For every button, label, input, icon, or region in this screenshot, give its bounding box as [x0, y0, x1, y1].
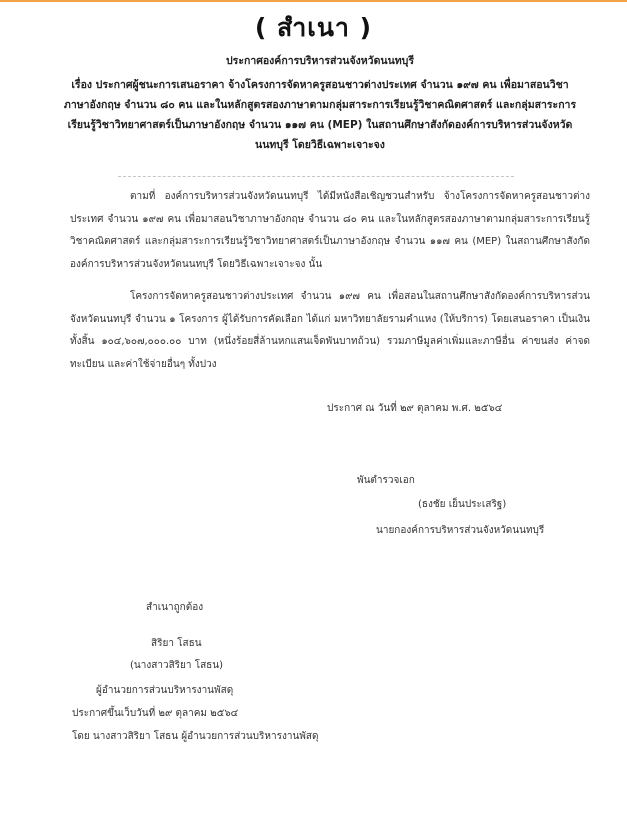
signer-position: นายกองค์การบริหารส่วนจังหวัดนนทบุรี [376, 525, 545, 536]
announcement-subject: เรื่อง ประกาศผู้ชนะการเสนอราคา จ้างโครงการจัดหาครูสอนชาวต่างประเทศ จำนวน ๑๙๗ คน เพื่อมาสอนวิชาภาษาอังกฤษ จำนวน ๘๐ คน และในหลักสูตรสองภาษาตามกลุ่มสาระการเรียนรู้วิชาคณิตศาสตร์ และกลุ่มสาระการเรียนรู้วิชาวิทยาศาสตร์เป็นภาษาอังกฤษ จำนวน ๑๑๗ คน (MEP) ในสถานศึกษาสังกัดองค์การบริหารส่วนจังหวัดนนทบุรี โดยวิธีเฉพาะเจาะจง [63, 79, 577, 151]
certified-copy-label: สำเนาถูกต้อง [146, 602, 204, 613]
web-posting-date: ประกาศขึ้นเว็บวันที่ ๒๙ ตุลาคม ๒๕๖๔ [72, 708, 239, 719]
announcement-heading: ประกาศองค์การบริหารส่วนจังหวัดนนทบุรี [226, 55, 414, 67]
announce-date: ประกาศ ณ วันที่ ๒๙ ตุลาคม พ.ศ. ๒๕๖๔ [327, 403, 503, 414]
certifier-position: ผู้อำนวยการส่วนบริหารงานพัสดุ [96, 685, 234, 696]
posted-by: โดย นางสาวสิริยา โสธน ผู้อำนวยการส่วนบริหารงานพัสดุ [72, 731, 319, 742]
certifier-signature: สิริยา โสธน [151, 638, 202, 649]
signer-name: (ธงชัย เย็นประเสริฐ) [418, 499, 507, 510]
signer-rank: พันตำรวจเอก [357, 475, 415, 486]
dashed-divider [118, 176, 514, 177]
copy-title: ( สำเนา ) [254, 13, 373, 42]
body-paragraph-1: ตามที่ องค์การบริหารส่วนจังหวัดนนทบุรี ได้มีหนังสือเชิญชวนสำหรับ จ้างโครงการจัดหาครูสอนชาวต่างประเทศ จำนวน ๑๙๗ คน เพื่อมาสอนวิชาภาษาอังกฤษ จำนวน ๘๐ คน และในหลักสูตรสองภาษาตามกลุ่มสาระการเรียนรู้วิชาคณิตศาสตร์ และกลุ่มสาระการเรียนรู้วิชาวิทยาศาสตร์เป็นภาษาอังกฤษ จำนวน ๑๑๗ คน (MEP) ในสถานศึกษาสังกัดองค์การบริหารส่วนจังหวัดนนทบุรี โดยวิธีเฉพาะเจาะจง นั้น [70, 191, 590, 270]
body-paragraph-2: โครงการจัดหาครูสอนชาวต่างประเทศ จำนวน ๑๙๗ คน เพื่อสอนในสถานศึกษาสังกัดองค์การบริหารส่วนจังหวัดนนทบุรี จำนวน ๑ โครงการ ผู้ได้รับการคัดเลือก ได้แก่ มหาวิทยาลัยรามคำแหง (ให้บริการ) โดยเสนอราคา เป็นเงินทั้งสิ้น ๑๐๔,๖๐๗,๐๐๐.๐๐ บาท (หนึ่งร้อยสี่ล้านหกแสนเจ็ดพันบาทถ้วน) รวมภาษีมูลค่าเพิ่มและภาษีอื่น ค่าขนส่ง ค่าจดทะเบียน และค่าใช้จ่ายอื่นๆ ทั้งปวง [70, 291, 590, 370]
certifier-name: (นางสาวสิริยา โสธน) [130, 660, 224, 671]
